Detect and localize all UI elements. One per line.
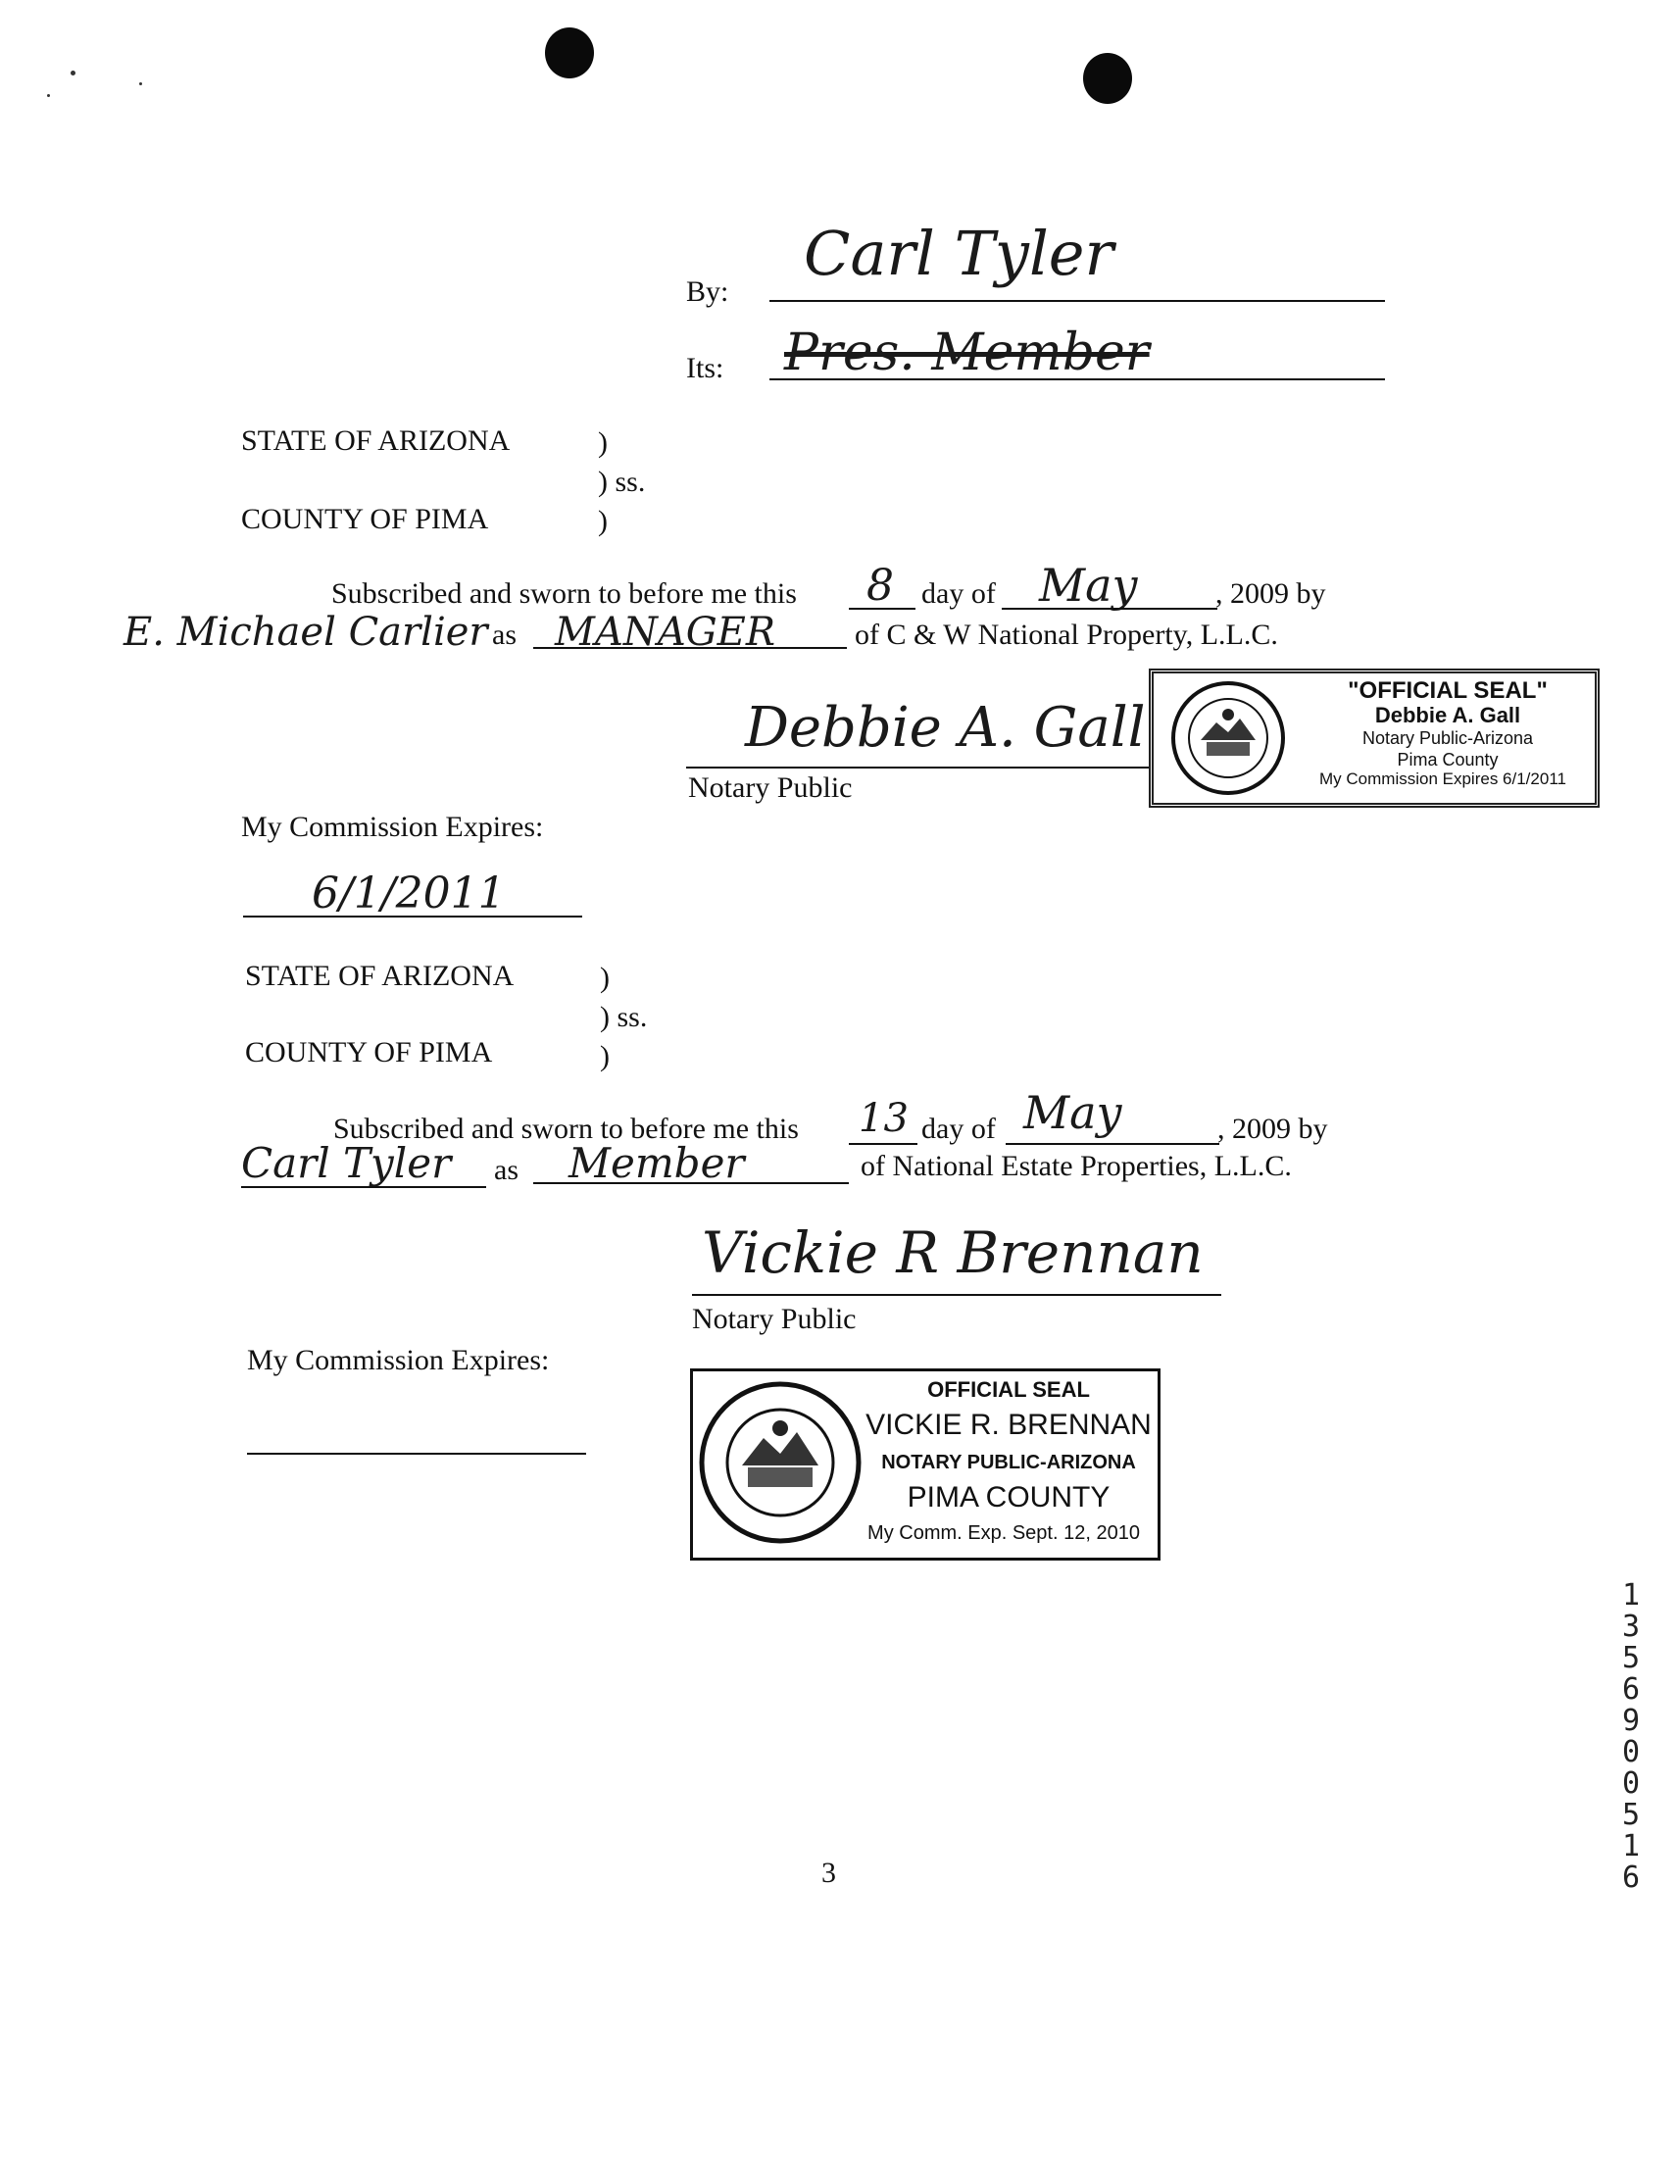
venue-state-2: STATE OF ARIZONA xyxy=(245,960,515,992)
commission-1-line xyxy=(243,916,582,918)
jurat-1-title: MANAGER xyxy=(555,610,775,655)
notary-2-line xyxy=(692,1294,1221,1296)
jurat-2-entity: of National Estate Properties, L.L.C. xyxy=(861,1150,1292,1182)
commission-1-date: 6/1/2011 xyxy=(312,869,506,918)
binder-hole-right xyxy=(1083,53,1132,104)
venue-ss-2: ) ss. xyxy=(600,1001,648,1033)
arizona-seal-emblem-icon xyxy=(1169,679,1287,797)
scan-speck xyxy=(47,94,50,97)
scan-speck xyxy=(139,82,142,85)
jurat-2-day-of: day of xyxy=(921,1113,996,1145)
scan-speck xyxy=(71,71,75,75)
seal-1-line-3: Notary Public-Arizona xyxy=(1361,728,1534,748)
venue-state-1: STATE OF ARIZONA xyxy=(241,424,511,457)
notary-1-signature: Debbie A. Gall xyxy=(745,696,1146,760)
jurat-1-prefix: Subscribed and sworn to before me this xyxy=(331,577,797,610)
jurat-2-signer-line xyxy=(241,1186,486,1188)
jurat-1-day-line xyxy=(849,608,915,610)
notary-2-label: Notary Public xyxy=(692,1303,857,1335)
commission-2-label: My Commission Expires: xyxy=(247,1344,550,1376)
official-seal-vickie-brennan xyxy=(690,1368,1161,1561)
side-stamp-number: 13569 00516 xyxy=(1621,1578,1641,1895)
venue-paren-1b: ) xyxy=(598,505,608,537)
jurat-2-day: 13 xyxy=(859,1096,909,1141)
page-number: 3 xyxy=(821,1857,836,1889)
jurat-1-day-of: day of xyxy=(921,577,996,610)
jurat-2-signer: Carl Tyler xyxy=(241,1139,452,1187)
seal-1-line-2: Debbie A. Gall xyxy=(1374,703,1521,727)
seal-1-line-5: My Commission Expires 6/1/2011 xyxy=(1319,769,1566,788)
venue-paren-2b: ) xyxy=(600,1040,610,1072)
jurat-1-month: May xyxy=(1039,559,1138,612)
jurat-2-month: May xyxy=(1023,1086,1122,1139)
jurat-1-title-line xyxy=(533,647,847,649)
its-signature-line xyxy=(769,378,1385,380)
binder-hole-left xyxy=(545,27,594,78)
seal-1-line-1: "OFFICIAL SEAL" xyxy=(1348,677,1548,704)
notary-2-signature: Vickie R Brennan xyxy=(702,1219,1204,1286)
by-label: By: xyxy=(686,275,729,308)
official-seal-debbie-gall xyxy=(1149,669,1600,808)
jurat-1-signer: E. Michael Carlier xyxy=(124,610,488,655)
jurat-2-prefix: Subscribed and sworn to before me this xyxy=(333,1113,799,1145)
jurat-1-as: as xyxy=(492,619,517,651)
seal-1-line-4: Pima County xyxy=(1397,750,1499,769)
its-label: Its: xyxy=(686,352,724,384)
venue-ss-1: ) ss. xyxy=(598,466,646,498)
seal-2-line-5: My Comm. Exp. Sept. 12, 2010 xyxy=(867,1522,1140,1544)
commission-2-line xyxy=(247,1453,586,1455)
seal-2-line-3: NOTARY PUBLIC-ARIZONA xyxy=(881,1452,1136,1473)
jurat-1-day: 8 xyxy=(866,561,894,611)
jurat-2-as: as xyxy=(494,1154,519,1186)
arizona-seal-emblem-icon xyxy=(699,1381,862,1544)
by-signature-line xyxy=(769,300,1385,302)
its-signature: Pres. Member xyxy=(784,323,1150,382)
jurat-2-title: Member xyxy=(568,1139,745,1187)
jurat-1-entity: of C & W National Property, L.L.C. xyxy=(855,619,1278,651)
venue-county-2: COUNTY OF PIMA xyxy=(245,1036,493,1068)
notary-1-line xyxy=(686,767,1157,769)
by-signature: Carl Tyler xyxy=(804,218,1114,289)
venue-county-1: COUNTY OF PIMA xyxy=(241,503,489,535)
jurat-2-day-line xyxy=(849,1143,917,1145)
venue-paren-1: ) xyxy=(598,426,608,459)
seal-2-line-1: OFFICIAL SEAL xyxy=(927,1377,1090,1402)
seal-2-line-4: PIMA COUNTY xyxy=(907,1481,1111,1514)
jurat-2-month-line xyxy=(1006,1143,1219,1145)
jurat-1-year-by: , 2009 by xyxy=(1215,577,1326,610)
seal-2-line-2: VICKIE R. BRENNAN xyxy=(865,1409,1152,1441)
notary-1-label: Notary Public xyxy=(688,771,853,804)
jurat-2-year-by: , 2009 by xyxy=(1217,1113,1328,1145)
commission-1-label: My Commission Expires: xyxy=(241,811,544,843)
venue-paren-2: ) xyxy=(600,962,610,994)
jurat-2-title-line xyxy=(533,1182,849,1184)
jurat-1-month-line xyxy=(1002,608,1217,610)
